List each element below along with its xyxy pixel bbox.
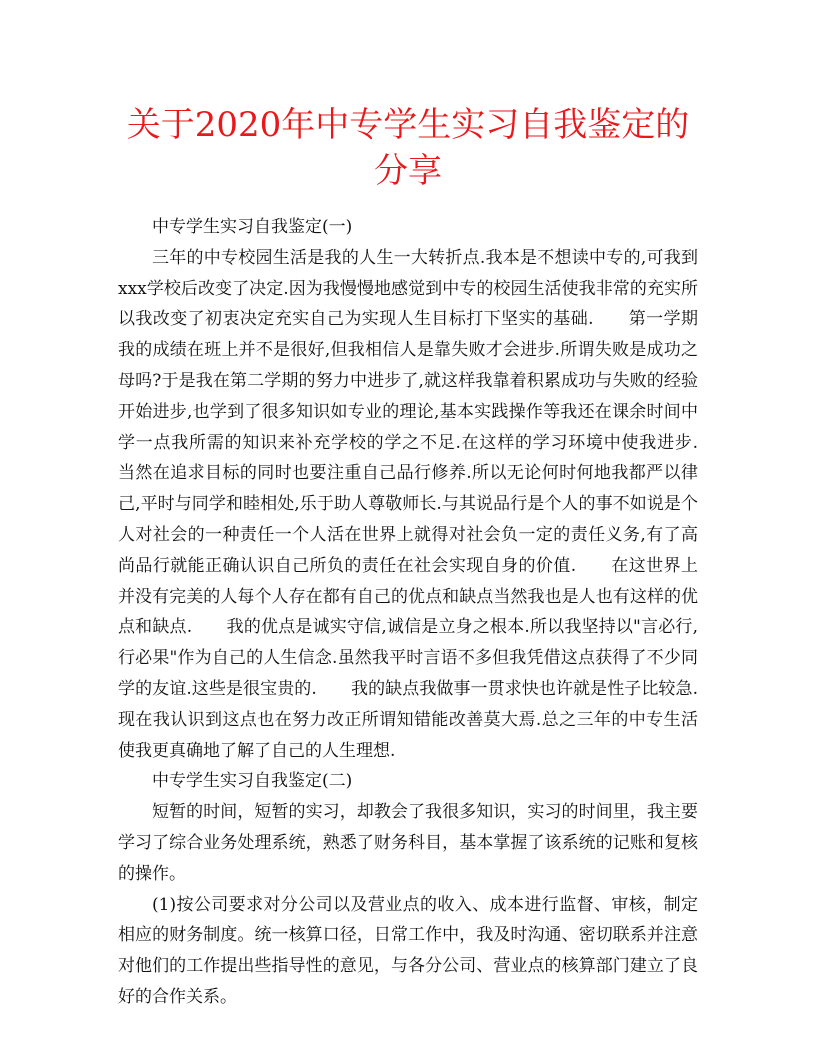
body-paragraph-2: 短暂的时间，短暂的实习，却教会了我很多知识，实习的时间里，我主要学习了综合业务处理系统，熟悉了财务科目，基本掌握了该系统的记账和复核的操作。 <box>118 802 698 884</box>
body-paragraph-1: 三年的中专校园生活是我的人生一大转折点.我本是不想读中专的,可我到xxx学校后改变了决定.因为我慢慢地感觉到中专的校园生活使我非常的充实所以我改变了初衷决定充实自己为实现人生目标打下坚实的基础. 第一学期我的成绩在班上并不是很好,但我相信人是靠失败才会进步.所谓失败是成功之母吗?于是我在第二学期的努力中进步了,就这样我靠着积累成功与失败的经验开始进步,也学到了很多知识如专业的理论,基本实践操作等我还在课余时间中学一点我所需的知识来补充学校的学之不足.在这样的学习环境中使我进步. 当然在追求目标的同时也要注重自己品行修养.所以无论何时何地我都严以律己,平时与同学和睦相处,乐于助人尊敬师长.与其说品行是个人的事不如说是个人对社会的一种责任一个人活在世界上就得对社会负一定的责任义务,有了高尚品行就能正确认识自己所负的责任在社会实现自身的价值. 在这世界上并没有完美的人每个人存在都有自己的优点和缺点当然我也是人也有这样的优点和缺点. 我的优点是诚实守信,诚信是立身之根本.所以我坚持以"言必行,行必果"作为自己的人生信念.虽然我平时言语不多但我凭借这点获得了不少同学的友谊.这些是很宝贵的. 我的缺点我做事一贯求快也许就是性子比较急.现在我认识到这点也在努力改正所谓知错能改善莫大焉.总之三年的中专生活使我更真确地了解了自己的人生理想. <box>118 247 732 761</box>
document-body <box>118 212 732 1013</box>
body-paragraph-3: (1)按公司要求对分公司以及营业点的收入、成本进行监督、审核，制定相应的财务制度。统一核算口径，日常工作中，我及时沟通、密切联系并注意对他们的工作提出些指导性的意见，与各分公司、营业点的核算部门建立了良好的合作关系。 <box>118 894 698 1007</box>
section-heading-2: 中专学生实习自我鉴定(二) <box>152 771 353 792</box>
section-heading-1: 中专学生实习自我鉴定(一) <box>152 217 353 237</box>
document-title: 关于2020年中专学生实习自我鉴定的分享 <box>126 105 690 191</box>
